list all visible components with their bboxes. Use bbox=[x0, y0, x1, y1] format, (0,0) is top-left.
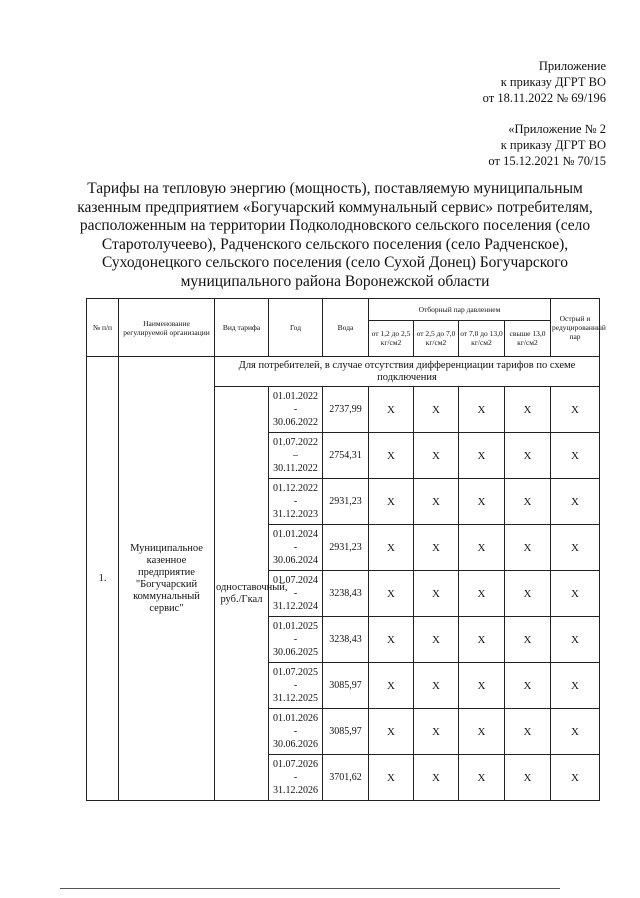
order-date-line: от 18.11.2022 № 69/196 bbox=[482, 91, 606, 105]
not-applicable-mark: X bbox=[551, 755, 600, 801]
header-steam-group: Отборный пар давлением bbox=[369, 299, 551, 321]
period-start: 01.01.2024 bbox=[273, 529, 318, 540]
period-start: 01.07.2024 bbox=[273, 575, 318, 586]
not-applicable-mark: X bbox=[459, 387, 505, 433]
period-dash: - bbox=[293, 404, 298, 415]
not-applicable-mark: X bbox=[551, 479, 600, 525]
period-end: 30.11.2022 bbox=[273, 463, 318, 474]
water-tariff: 2931,23 bbox=[323, 479, 369, 525]
not-applicable-mark: X bbox=[414, 387, 459, 433]
not-applicable-mark: X bbox=[369, 709, 414, 755]
period-end: 31.12.2025 bbox=[273, 693, 318, 704]
not-applicable-mark: X bbox=[369, 755, 414, 801]
not-applicable-mark: X bbox=[459, 755, 505, 801]
not-applicable-mark: X bbox=[369, 387, 414, 433]
organization-name: Муниципальное казенное предприятие "Богучарский коммунальный сервис" bbox=[119, 357, 215, 801]
not-applicable-mark: X bbox=[414, 755, 459, 801]
not-applicable-mark: X bbox=[505, 479, 551, 525]
not-applicable-mark: X bbox=[459, 433, 505, 479]
period-end: 30.06.2022 bbox=[273, 417, 318, 428]
appendix-header bbox=[483, 58, 606, 106]
period-cell bbox=[269, 387, 323, 433]
water-tariff: 3085,97 bbox=[323, 709, 369, 755]
not-applicable-mark: X bbox=[414, 433, 459, 479]
not-applicable-mark: X bbox=[551, 433, 600, 479]
period-cell bbox=[269, 479, 323, 525]
not-applicable-mark: X bbox=[551, 663, 600, 709]
not-applicable-mark: X bbox=[369, 617, 414, 663]
period-dash: - bbox=[293, 588, 298, 599]
period-start: 01.01.2025 bbox=[273, 621, 318, 632]
period-cell bbox=[269, 433, 323, 479]
not-applicable-mark: X bbox=[459, 479, 505, 525]
not-applicable-mark: X bbox=[505, 663, 551, 709]
not-applicable-mark: X bbox=[505, 617, 551, 663]
period-end: 30.06.2024 bbox=[273, 555, 318, 566]
condition-row: Для потребителей, в случае отсутствия дифференциации тарифов по схеме подключения bbox=[215, 357, 600, 387]
water-tariff: 3085,97 bbox=[323, 663, 369, 709]
not-applicable-mark: X bbox=[551, 387, 600, 433]
not-applicable-mark: X bbox=[459, 663, 505, 709]
period-end: 31.12.2026 bbox=[273, 785, 318, 796]
period-dash: - bbox=[293, 542, 298, 553]
tariff-table bbox=[86, 298, 606, 801]
not-applicable-mark: X bbox=[551, 709, 600, 755]
period-dash: - bbox=[293, 496, 298, 507]
not-applicable-mark: X bbox=[369, 571, 414, 617]
water-tariff: 2931,23 bbox=[323, 525, 369, 571]
period-end: 31.12.2024 bbox=[273, 601, 318, 612]
not-applicable-mark: X bbox=[551, 571, 600, 617]
header-org: Наименование регулируемой организации bbox=[119, 299, 215, 357]
not-applicable-mark: X bbox=[505, 525, 551, 571]
period-start: 01.01.2022 bbox=[273, 391, 318, 402]
period-end: 31.12.2023 bbox=[273, 509, 318, 520]
period-dash: - bbox=[293, 680, 298, 691]
appendix-line: «Приложение № 2 bbox=[508, 122, 606, 136]
header-steam-3: от 7,0 до 13,0 кг/см2 bbox=[459, 321, 505, 357]
document-title: Тарифы на тепловую энергию (мощность), поставляемую муниципальным казенным предприятием «Богучарский коммунальный сервис» потребителям, расположенным на территории Подколодновского сельского поселения (село Старотолучеево), Радченского сельского поселения (село Радченское), Суходонецкого сельского поселения (село Сухой Донец) Богучарского муниципального района Воронежской области bbox=[77, 180, 593, 290]
appendix-line: Приложение bbox=[538, 59, 606, 73]
not-applicable-mark: X bbox=[505, 387, 551, 433]
tariff-type-cell: одноставочный, руб./Гкал bbox=[215, 387, 269, 801]
not-applicable-mark: X bbox=[414, 479, 459, 525]
period-start: 01.07.2025 bbox=[273, 667, 318, 678]
header-steam-1: от 1,2 до 2,5 кг/см2 bbox=[369, 321, 414, 357]
not-applicable-mark: X bbox=[414, 663, 459, 709]
water-tariff: 3701,62 bbox=[323, 755, 369, 801]
not-applicable-mark: X bbox=[551, 617, 600, 663]
page-bottom-rule bbox=[60, 888, 560, 889]
not-applicable-mark: X bbox=[505, 433, 551, 479]
period-cell bbox=[269, 617, 323, 663]
water-tariff: 3238,43 bbox=[323, 617, 369, 663]
period-start: 01.12.2022 bbox=[273, 483, 318, 494]
order-ref-line: к приказу ДГРТ ВО bbox=[500, 138, 606, 152]
period-dash: – bbox=[293, 450, 298, 461]
header-water: Вода bbox=[323, 299, 369, 357]
period-cell bbox=[269, 525, 323, 571]
header-steam-2: от 2,5 до 7,0 кг/см2 bbox=[414, 321, 459, 357]
period-cell bbox=[269, 709, 323, 755]
period-dash: - bbox=[293, 726, 298, 737]
period-cell bbox=[269, 571, 323, 617]
header-sharp-steam: Острый и редуцированный пар bbox=[551, 299, 600, 357]
period-start: 01.01.2026 bbox=[273, 713, 318, 724]
header-tariff-type: Вид тарифа bbox=[215, 299, 269, 357]
not-applicable-mark: X bbox=[505, 709, 551, 755]
order-date-line: от 15.12.2021 № 70/15 bbox=[488, 154, 606, 168]
not-applicable-mark: X bbox=[414, 571, 459, 617]
not-applicable-mark: X bbox=[414, 617, 459, 663]
original-appendix-header bbox=[488, 121, 606, 169]
period-start: 01.07.2022 bbox=[273, 437, 318, 448]
not-applicable-mark: X bbox=[459, 617, 505, 663]
water-tariff: 2754,31 bbox=[323, 433, 369, 479]
header-year: Год bbox=[269, 299, 323, 357]
not-applicable-mark: X bbox=[459, 571, 505, 617]
period-dash: - bbox=[293, 772, 298, 783]
header-num: № п/п bbox=[87, 299, 119, 357]
water-tariff: 2737,99 bbox=[323, 387, 369, 433]
not-applicable-mark: X bbox=[505, 755, 551, 801]
not-applicable-mark: X bbox=[459, 525, 505, 571]
not-applicable-mark: X bbox=[459, 709, 505, 755]
not-applicable-mark: X bbox=[369, 525, 414, 571]
not-applicable-mark: X bbox=[369, 479, 414, 525]
period-end: 30.06.2025 bbox=[273, 647, 318, 658]
header-steam-4: свыше 13,0 кг/см2 bbox=[505, 321, 551, 357]
not-applicable-mark: X bbox=[369, 433, 414, 479]
not-applicable-mark: X bbox=[414, 525, 459, 571]
not-applicable-mark: X bbox=[551, 525, 600, 571]
not-applicable-mark: X bbox=[414, 709, 459, 755]
not-applicable-mark: X bbox=[369, 663, 414, 709]
water-tariff: 3238,43 bbox=[323, 571, 369, 617]
row-number: 1. bbox=[87, 357, 119, 801]
not-applicable-mark: X bbox=[505, 571, 551, 617]
period-cell bbox=[269, 755, 323, 801]
period-start: 01.07.2026 bbox=[273, 759, 318, 770]
period-cell bbox=[269, 663, 323, 709]
period-end: 30.06.2026 bbox=[273, 739, 318, 750]
period-dash: - bbox=[293, 634, 298, 645]
order-ref-line: к приказу ДГРТ ВО bbox=[500, 75, 606, 89]
